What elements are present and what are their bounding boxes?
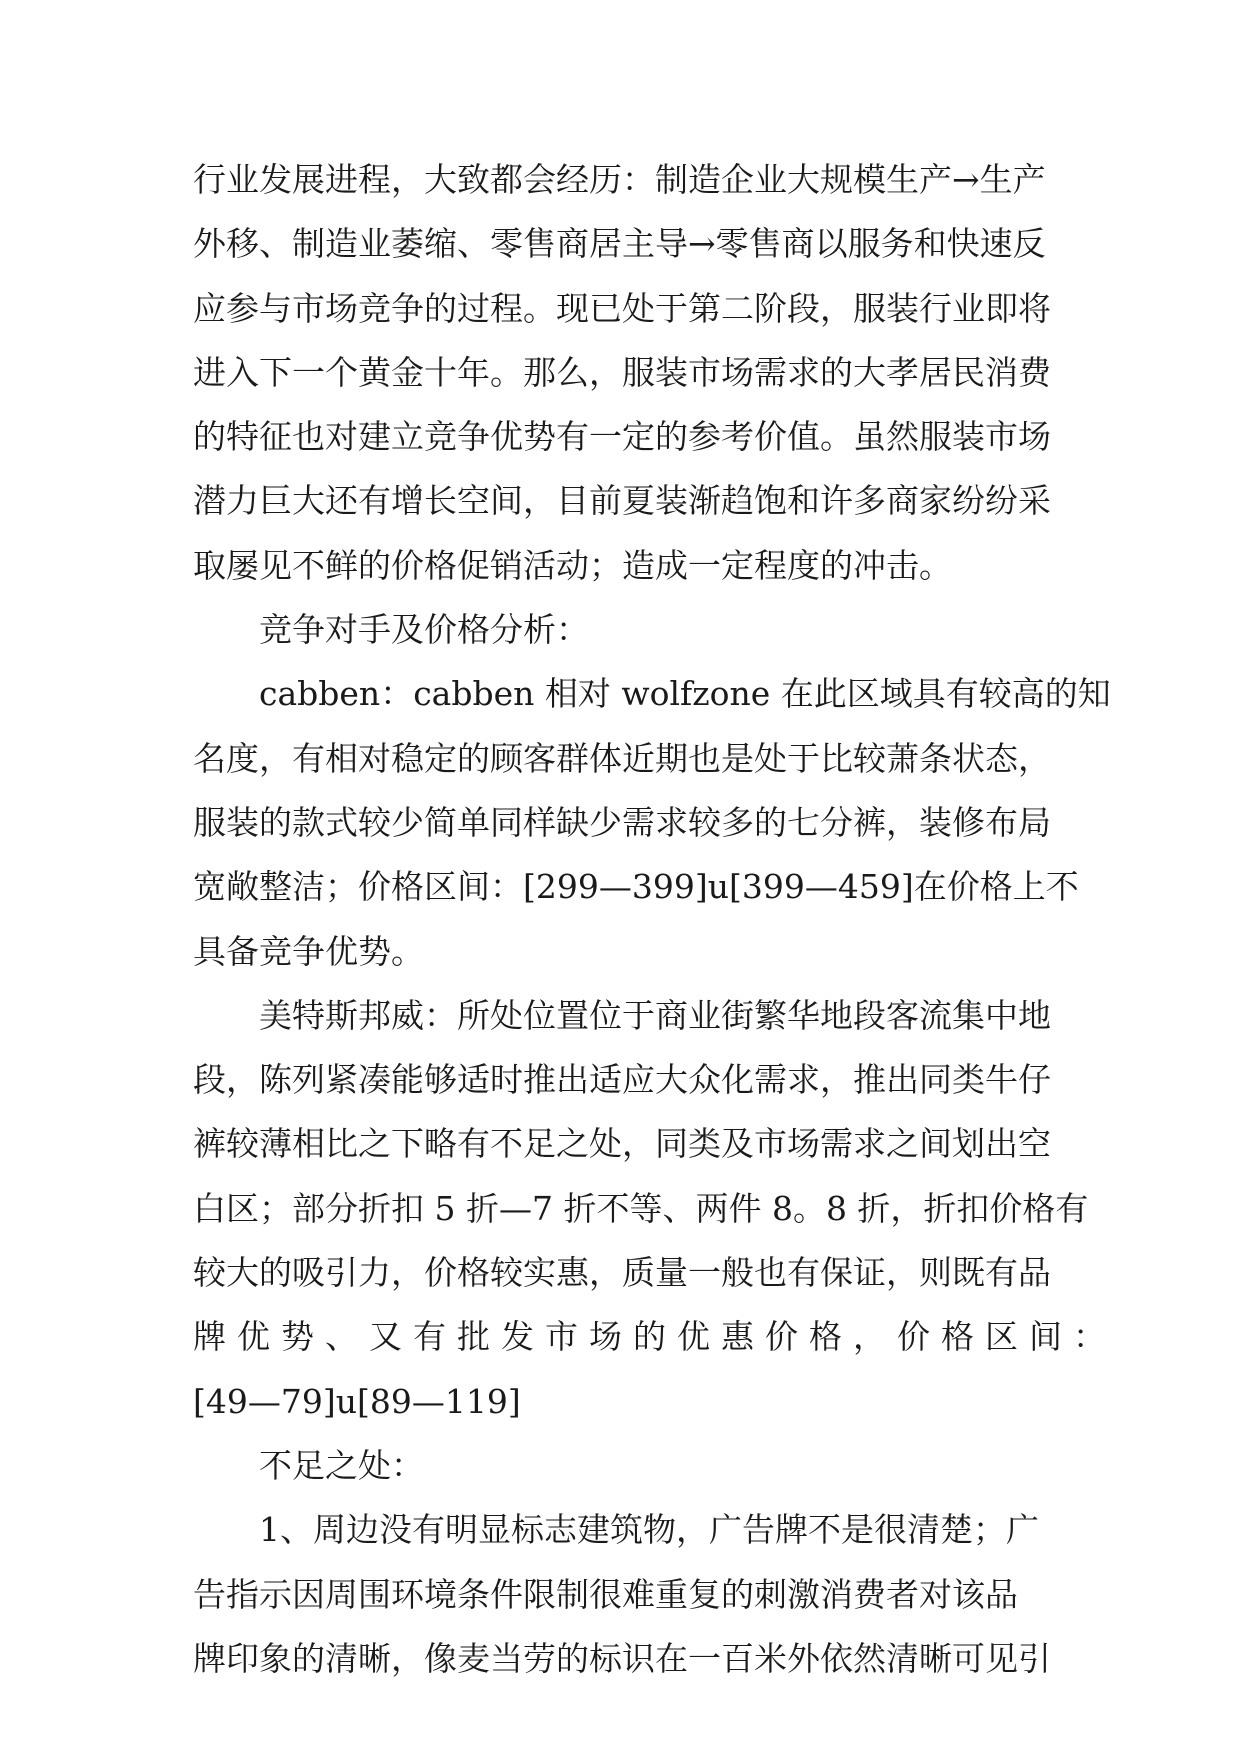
text-line: 白区；部分折扣 5 折—7 折不等、两件 8。8 折，折扣价格有 xyxy=(193,1188,1089,1228)
section-heading: 竞争对手及价格分析： xyxy=(259,610,589,650)
text-line: 牌印象的清晰，像麦当劳的标识在一百米外依然清晰可见引 xyxy=(193,1638,1051,1678)
text-line: 的特征也对建立竞争优势有一定的参考价值。虽然服装市场 xyxy=(193,417,1051,457)
section-heading: 不足之处： xyxy=(259,1445,424,1485)
text-line: 取屡见不鲜的价格促销活动；造成一定程度的冲击。 xyxy=(193,545,952,585)
text-line: 裤较薄相比之下略有不足之处，同类及市场需求之间划出空 xyxy=(193,1124,1051,1164)
text-line: 名度，有相对稳定的顾客群体近期也是处于比较萧条状态， xyxy=(193,738,1051,778)
body-text xyxy=(193,148,1117,1691)
text-line: 应参与市场竞争的过程。现已处于第二阶段，服装行业即将 xyxy=(193,288,1051,328)
paragraph-start: cabben：cabben 相对 wolfzone 在此区域具有较高的知 xyxy=(259,674,1111,714)
text-line: 牌优势、又有批发市场的优惠价格，价格区间： xyxy=(193,1317,1117,1357)
text-line: [49—79]u[89—119] xyxy=(193,1381,521,1421)
text-line: 较大的吸引力，价格较实惠，质量一般也有保证，则既有品 xyxy=(193,1253,1051,1293)
text-line: 潜力巨大还有增长空间，目前夏装渐趋饱和许多商家纷纷采 xyxy=(193,481,1051,521)
text-line: 外移、制造业萎缩、零售商居主导→零售商以服务和快速反 xyxy=(193,224,1046,264)
paragraph-start: 1、周边没有明显标志建筑物，广告牌不是很清楚；广 xyxy=(259,1510,1039,1550)
text-line: 进入下一个黄金十年。那么，服装市场需求的大孝居民消费 xyxy=(193,352,1051,392)
text-line: 具备竞争优势。 xyxy=(193,931,424,971)
paragraph-start: 美特斯邦威：所处位置位于商业街繁华地段客流集中地 xyxy=(259,995,1051,1035)
text-line: 告指示因周围环境条件限制很难重复的刺激消费者对该品 xyxy=(193,1574,1018,1614)
text-line: 服装的款式较少简单同样缺少需求较多的七分裤，装修布局 xyxy=(193,802,1051,842)
text-line: 行业发展进程，大致都会经历：制造企业大规模生产→生产 xyxy=(193,160,1046,199)
text-line: 宽敞整洁；价格区间：[299—399]u[399—459]在价格上不 xyxy=(193,867,1079,907)
text-line: 段，陈列紧凑能够适时推出适应大众化需求，推出同类牛仔 xyxy=(193,1060,1051,1100)
